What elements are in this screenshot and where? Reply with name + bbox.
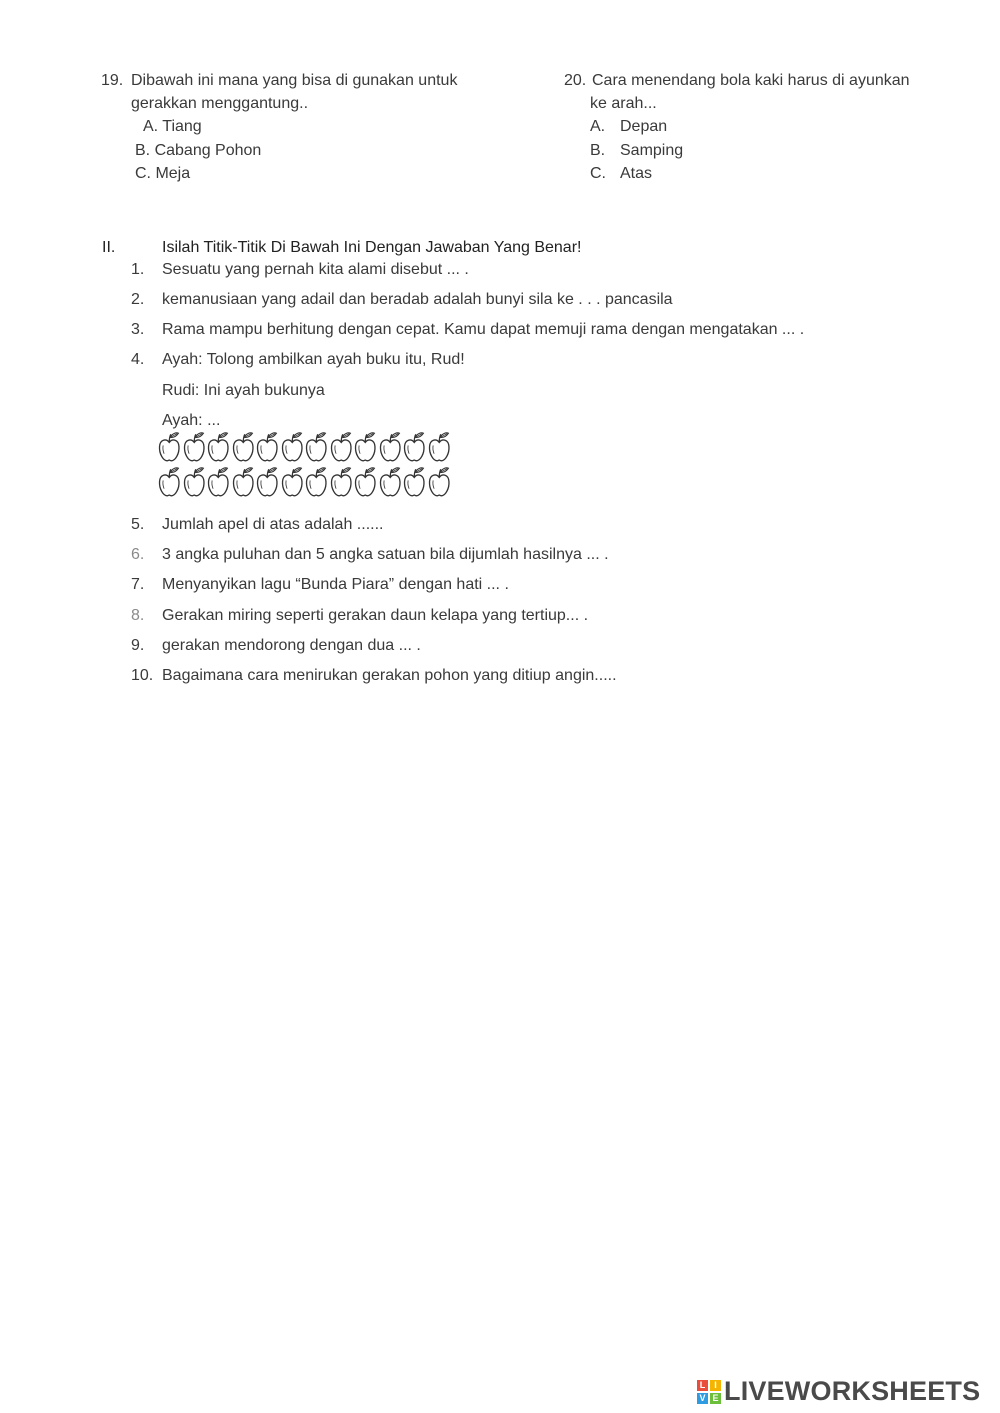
liveworksheets-logo[interactable] (697, 1376, 980, 1407)
item-5-text: Jumlah apel di atas adalah ...... (162, 516, 384, 533)
item-1-number: 1. (131, 261, 145, 278)
item-4-text: Ayah: Tolong ambilkan ayah buku itu, Rud! (162, 351, 465, 368)
apple-row-2 (157, 465, 451, 498)
apple-icon (304, 430, 329, 463)
apple-icon (329, 430, 354, 463)
apple-icon (280, 465, 305, 498)
apple-icon (427, 465, 452, 498)
item-3-text: Rama mampu berhitung dengan cepat. Kamu dapat memuji rama dengan mengatakan ... . (162, 321, 805, 338)
q20-text-line1: Cara menendang bola kaki harus di ayunkan (592, 72, 910, 89)
q20-option-a-letter: A. (590, 118, 606, 135)
apple-icon (378, 465, 403, 498)
item-4-dialog-ayah: Ayah: ... (162, 412, 221, 429)
apple-icon (353, 430, 378, 463)
apple-icon (378, 430, 403, 463)
q19-option-a[interactable]: A. Tiang (143, 118, 202, 135)
item-9-number: 9. (131, 637, 145, 654)
item-10-number: 10. (131, 667, 154, 684)
item-4-dialog-rudi: Rudi: Ini ayah bukunya (162, 382, 325, 399)
apple-icon (182, 430, 207, 463)
q20-text-line2: ke arah... (590, 95, 657, 112)
apple-icon (255, 465, 280, 498)
apple-icon (206, 430, 231, 463)
apple-icon (182, 465, 207, 498)
apple-row-1 (157, 430, 451, 463)
item-5-number: 5. (131, 516, 145, 533)
item-1-text: Sesuatu yang pernah kita alami disebut ... . (162, 261, 469, 278)
q20-option-a[interactable]: Depan (620, 118, 668, 135)
apple-icon (255, 430, 280, 463)
apple-icon (157, 430, 182, 463)
apple-icon (402, 430, 427, 463)
item-7-text: Menyanyikan lagu “Bunda Piara” dengan hati ... . (162, 576, 509, 593)
logo-letter-e: E (710, 1393, 721, 1404)
item-2-number: 2. (131, 291, 145, 308)
item-6-text: 3 angka puluhan dan 5 angka satuan bila dijumlah hasilnya ... . (162, 546, 609, 563)
logo-mark-icon (697, 1380, 721, 1404)
logo-text: LIVEWORKSHEETS (724, 1376, 981, 1406)
apple-icon (231, 465, 256, 498)
logo-letter-v: V (697, 1393, 708, 1404)
q19-option-c[interactable]: C. Meja (135, 165, 191, 182)
section-title: Isilah Titik-Titik Di Bawah Ini Dengan Jawaban Yang Benar! (162, 239, 582, 256)
item-7-number: 7. (131, 576, 145, 593)
q20-number: 20. (564, 72, 587, 89)
item-10-text: Bagaimana cara menirukan gerakan pohon yang ditiup angin..... (162, 667, 617, 684)
q20-option-c-letter: C. (590, 165, 606, 182)
apple-icon (280, 430, 305, 463)
q20-option-c[interactable]: Atas (620, 165, 653, 182)
apple-icon (157, 465, 182, 498)
apple-icon (231, 430, 256, 463)
item-8-number: 8. (131, 607, 145, 624)
logo-letter-i: I (710, 1380, 721, 1391)
item-3-number: 3. (131, 321, 145, 338)
q20-option-b[interactable]: Samping (620, 142, 684, 159)
apple-icon (353, 465, 378, 498)
q20-option-b-letter: B. (590, 142, 606, 159)
q19-number: 19. (101, 72, 124, 89)
apple-icon (304, 465, 329, 498)
apple-icon (206, 465, 231, 498)
item-2-text: kemanusiaan yang adail dan beradab adalah bunyi sila ke . . . pancasila (162, 291, 673, 308)
item-8-text: Gerakan miring seperti gerakan daun kelapa yang tertiup... . (162, 607, 589, 624)
item-9-text: gerakan mendorong dengan dua ... . (162, 637, 421, 654)
section-numeral: II. (102, 239, 116, 256)
q19-text-line1: Dibawah ini mana yang bisa di gunakan untuk (131, 72, 458, 89)
apple-icon (329, 465, 354, 498)
logo-letter-l: L (697, 1380, 708, 1391)
q19-option-b[interactable]: B. Cabang Pohon (135, 142, 262, 159)
item-4-number: 4. (131, 351, 145, 368)
apple-icon (427, 430, 452, 463)
apple-icon (402, 465, 427, 498)
item-6-number: 6. (131, 546, 145, 563)
q19-text-line2: gerakkan menggantung.. (131, 95, 309, 112)
